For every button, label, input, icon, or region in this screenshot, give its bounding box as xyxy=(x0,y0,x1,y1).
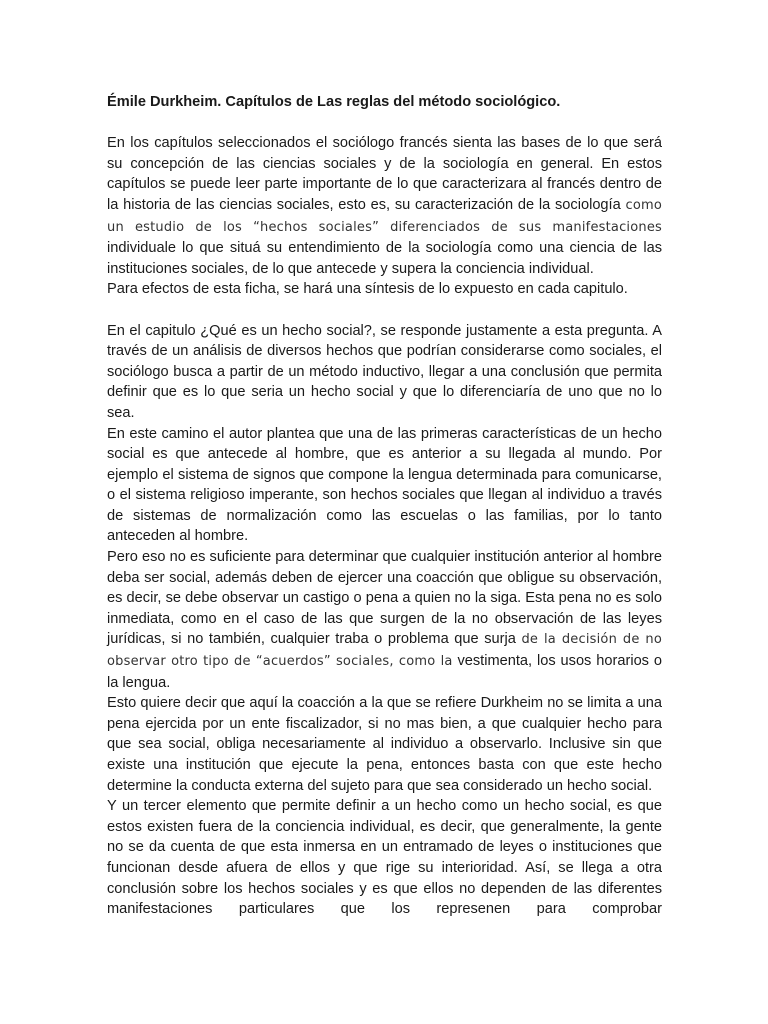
spacer xyxy=(107,113,662,134)
paragraph-synthesis-note: Para efectos de esta ficha, se hará una síntesis de lo expuesto en cada capitulo. xyxy=(107,281,628,298)
document-title: Émile Durkheim. Capítulos de Las reglas del método sociológico. xyxy=(107,94,561,110)
document-body xyxy=(107,92,662,920)
spacer xyxy=(107,300,662,321)
paragraph-intro xyxy=(107,133,662,279)
paragraph-coercion-meaning: Esto quiere decir que aquí la coacción a la que se refiere Durkheim no se limita a una pena ejercida por un ente fiscalizador, si no mas bien, a que cualquier hecho para que sea social, obliga necesariamente al individuo a observarlo. Inclusive sin que existe una institución que ejecute la pena, entonces basta con que este hecho determine la conducta externa del sujeto para que sea considerado un hecho social. xyxy=(107,695,662,794)
paragraph-coercion-part-2: de la decisión de no observar otro tipo de “acuerdos” sociales, como la xyxy=(107,632,662,670)
paragraph-chapter-question: En el capitulo ¿Qué es un hecho social?, se responde justamente a esta pregunta. A través de un análisis de diversos hechos que podrían considerarse como sociales, el sociólogo busca a partir de un método inductivo, llegar a una conclusión que permita definir que es lo que seria un hecho social y que lo diferenciaría de uno que no lo sea. xyxy=(107,322,662,421)
paragraph-intro-part-1: En los capítulos seleccionados el sociólogo francés sienta las bases de lo que será su concepción de las ciencias sociales y de la sociología en general. En estos capítulos se puede leer parte importante de lo que caracterizara al francés dentro de la historia de las ciencias sociales, esto es, su caracterización de la sociología xyxy=(107,135,662,213)
paragraph-coercion-part-1: Pero eso no es suficiente para determinar que cualquier institución anterior al hombre deba ser social, además deben de ejercer una coacción que obligue su observación, es decir, se debe observar un castigo o pena a quien no la siga. Esta pena no es solo inmediata, como en el caso de las que surgen de la no observación de las leyes jurídicas, si no también, cualquier traba o problema que surja xyxy=(107,549,662,648)
paragraph-intro-part-2: como un estudio de los “hechos sociales” diferenciados de sus manifestaciones xyxy=(107,197,662,235)
paragraph-precedes-man: En este camino el autor plantea que una de las primeras características de un hecho social es que antecede al hombre, que es anterior a su llegada al mundo. Por ejemplo el sistema de signos que compone la lengua determinada para comunicarse, o el sistema religioso imperante, son hechos sociales que llegan al individuo a través de sistemas de normalización como las escuelas o las familias, por lo tanto anteceden al hombre. xyxy=(107,425,662,545)
paragraph-third-element: Y un tercer elemento que permite definir a un hecho como un hecho social, es que estos existen fuera de la conciencia individual, es decir, que generalmente, la gente no se da cuenta de que esta inmersa en un entramado de leyes o instituciones que funcionan desde afuera de ellos y que rige su interioridad. Así, se llega a otra conclusión sobre los hechos sociales y es que ellos no dependen de las diferentes manifestaciones particulares que los represenen para comprobar xyxy=(107,798,662,918)
paragraph-coercion-part-3: vestimenta, los usos horarios o la lengua. xyxy=(107,653,662,691)
paragraph-coercion xyxy=(107,547,662,693)
paragraph-intro-part-3: individuale lo que situá su entendimiento de la sociología como una ciencia de las instituciones sociales, de lo que antecede y supera la conciencia individual. xyxy=(107,240,662,277)
